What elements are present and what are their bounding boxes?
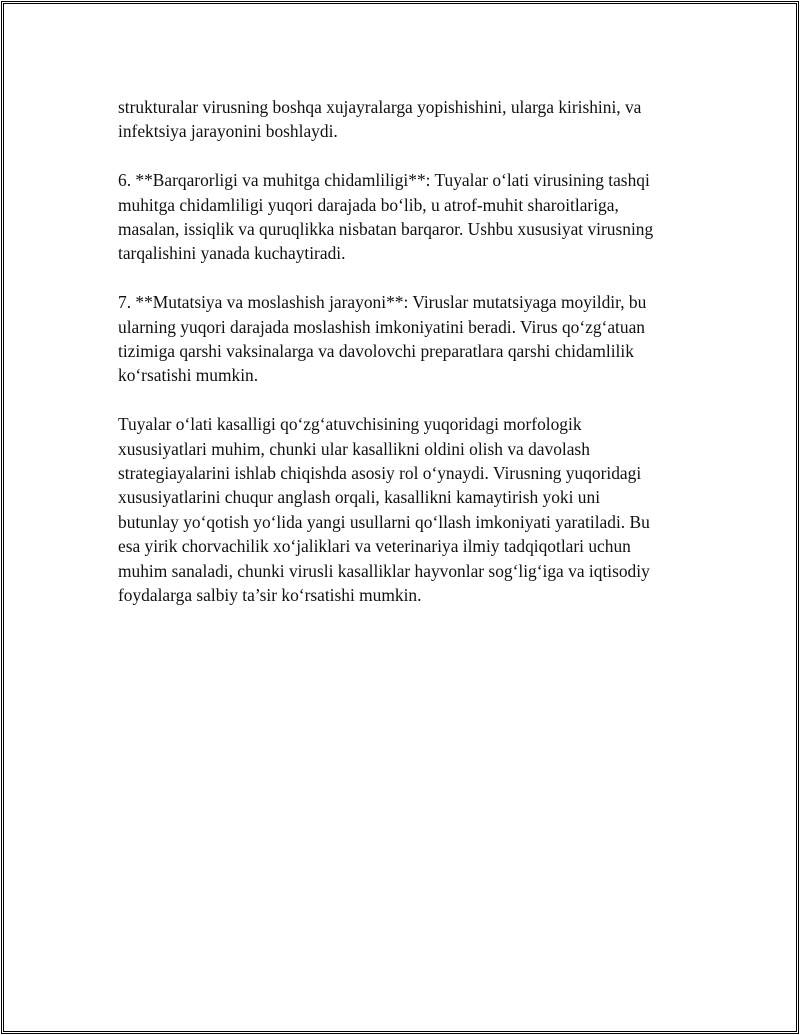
- paragraph-item-7: 7. **Mutatsiya va moslashish jarayoni**: Viruslar mutatsiyaga moyildir, bu ularning yuqori darajada moslashish imkoniyatini beradi. Virus qo‘zg‘atuan tizimiga qarshi vaksinalarga va davolovchi preparatlara qarshi chidamlilik ko‘rsatishi mumkin.: [118, 292, 647, 386]
- paragraph-item-6: 6. **Barqarorligi va muhitga chidamliligi**: Tuyalar o‘lati virusining tashqi muhitga chidamliligi yuqori darajada bo‘lib, u atrof-muhit sharoitlariga, masalan, issiqlik va quruqlikka nisbatan barqaror. Ushbu xususiyat virusning tarqalishini yanada kuchaytiradi.: [118, 170, 654, 264]
- paragraph-continuation: strukturalar virusning boshqa xujayralarga yopishishini, ularga kirishini, va infektsiya jarayonini boshlaydi.: [118, 97, 642, 142]
- paragraph-conclusion: Tuyalar o‘lati kasalligi qo‘zg‘atuvchisining yuqoridagi morfologik xususiyatlari muhim, chunki ular kasallikni oldini olish va davolash strategiayalarini ishlab chiqishda asosiy rol o‘ynaydi. Virusning yuqoridagi xususiyatlarini chuqur anglash orqali, kasallikni kamaytirish yoki uni butunlay yo‘qotish yo‘lida yangi usullarni qo‘llash imkoniyati yaratiladi. Bu esa yirik chorvachilik xo‘jaliklari va veterinariya ilmiy tadqiqotlari uchun muhim sanaladi, chunki virusli kasalliklar hayvonlar sog‘lig‘iga va iqtisodiy foydalarga salbiy ta’sir ko‘rsatishi mumkin.: [118, 414, 650, 606]
- document-body: [118, 95, 693, 632]
- document-page: [1, 1, 799, 1034]
